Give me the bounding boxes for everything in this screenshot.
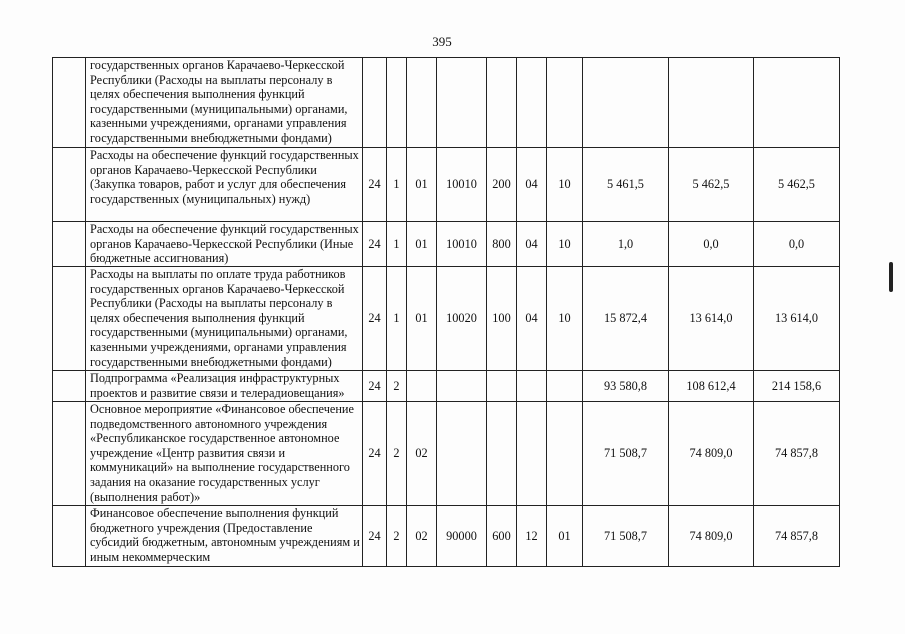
row-name: государственных органов Карачаево-Черкесской Республики (Расходы на выплаты персоналу в целях обеспечения выполнения функций государственными (муниципальными) органами, казенными учреждениями, органами управления государственными внебюджетными фондами)	[86, 58, 363, 148]
amount-cell: 71 508,7	[583, 402, 669, 506]
amount-cell: 93 580,8	[583, 371, 669, 402]
amount-cell	[754, 58, 840, 148]
code-cell: 10	[547, 267, 583, 371]
table-row	[53, 222, 840, 267]
code-cell: 04	[517, 222, 547, 267]
blank-cell	[53, 371, 86, 402]
code-cell: 04	[517, 267, 547, 371]
amount-cell: 0,0	[754, 222, 840, 267]
budget-table	[52, 57, 840, 567]
row-name: Расходы на выплаты по оплате труда работников государственных органов Карачаево-Черкесской Республики (Расходы на выплаты персоналу в целях обеспечения выполнения функций государственными (муниципальными) органами, казенными учреждениями, органами управления государственными внебюджетными фондами)	[86, 267, 363, 371]
code-cell: 1	[387, 148, 407, 222]
code-cell	[517, 58, 547, 148]
amount-cell: 74 809,0	[669, 506, 754, 567]
amount-cell: 5 462,5	[669, 148, 754, 222]
code-cell: 10020	[437, 267, 487, 371]
code-cell: 2	[387, 506, 407, 567]
code-cell: 90000	[437, 506, 487, 567]
code-cell: 24	[363, 267, 387, 371]
code-cell: 02	[407, 402, 437, 506]
amount-cell: 74 857,8	[754, 506, 840, 567]
code-cell	[487, 402, 517, 506]
code-cell	[407, 58, 437, 148]
code-cell: 12	[517, 506, 547, 567]
code-cell: 10010	[437, 222, 487, 267]
code-cell: 24	[363, 402, 387, 506]
amount-cell: 74 857,8	[754, 402, 840, 506]
code-cell: 10	[547, 222, 583, 267]
code-cell: 200	[487, 148, 517, 222]
blank-cell	[53, 58, 86, 148]
table-row	[53, 506, 840, 567]
code-cell: 800	[487, 222, 517, 267]
code-cell: 24	[363, 371, 387, 402]
code-cell: 10	[547, 148, 583, 222]
code-cell	[517, 402, 547, 506]
table-row	[53, 148, 840, 222]
code-cell	[437, 58, 487, 148]
code-cell	[547, 58, 583, 148]
code-cell: 1	[387, 267, 407, 371]
amount-cell: 13 614,0	[754, 267, 840, 371]
code-cell: 10010	[437, 148, 487, 222]
code-cell	[387, 58, 407, 148]
table-row	[53, 371, 840, 402]
table-row	[53, 267, 840, 371]
row-name: Подпрограмма «Реализация инфраструктурных проектов и развитие связи и телерадиовещания»	[86, 371, 363, 402]
amount-cell: 0,0	[669, 222, 754, 267]
code-cell: 01	[407, 222, 437, 267]
amount-cell: 74 809,0	[669, 402, 754, 506]
code-cell: 01	[407, 148, 437, 222]
code-cell: 24	[363, 148, 387, 222]
code-cell	[547, 402, 583, 506]
code-cell: 02	[407, 506, 437, 567]
table-row	[53, 58, 840, 148]
blank-cell	[53, 222, 86, 267]
code-cell: 01	[547, 506, 583, 567]
amount-cell: 15 872,4	[583, 267, 669, 371]
code-cell: 100	[487, 267, 517, 371]
row-name: Расходы на обеспечение функций государственных органов Карачаево-Черкесской Республики (Иные бюджетные ассигнования)	[86, 222, 363, 267]
code-cell: 01	[407, 267, 437, 371]
code-cell: 2	[387, 402, 407, 506]
code-cell: 24	[363, 506, 387, 567]
blank-cell	[53, 267, 86, 371]
code-cell	[363, 58, 387, 148]
code-cell: 24	[363, 222, 387, 267]
blank-cell	[53, 402, 86, 506]
amount-cell	[583, 58, 669, 148]
code-cell	[487, 371, 517, 402]
table-row	[53, 402, 840, 506]
row-name: Финансовое обеспечение выполнения функций бюджетного учреждения (Предоставление субсидий бюджетным, автономным учреждениям и иным некоммерческим	[86, 506, 363, 567]
code-cell	[437, 371, 487, 402]
blank-cell	[53, 148, 86, 222]
code-cell	[517, 371, 547, 402]
amount-cell: 13 614,0	[669, 267, 754, 371]
amount-cell: 108 612,4	[669, 371, 754, 402]
row-name: Основное мероприятие «Финансовое обеспечение подведомственного автономного учреждения «Республиканское государственное автономное учреждение «Центр развития связи и коммуникаций» на выполнение государственного задания на оказание государственных услуг (выполнения работ)»	[86, 402, 363, 506]
code-cell: 2	[387, 371, 407, 402]
amount-cell: 1,0	[583, 222, 669, 267]
page-number: 395	[432, 34, 452, 49]
code-cell: 04	[517, 148, 547, 222]
blank-cell	[53, 506, 86, 567]
code-cell: 1	[387, 222, 407, 267]
amount-cell	[669, 58, 754, 148]
amount-cell: 5 462,5	[754, 148, 840, 222]
code-cell	[547, 371, 583, 402]
code-cell	[487, 58, 517, 148]
amount-cell: 214 158,6	[754, 371, 840, 402]
binding-mark	[889, 262, 893, 292]
code-cell	[437, 402, 487, 506]
row-name: Расходы на обеспечение функций государственных органов Карачаево-Черкесской Республики (Закупка товаров, работ и услуг для обеспечения государственных (муниципальных) нужд)	[86, 148, 363, 222]
code-cell: 600	[487, 506, 517, 567]
amount-cell: 5 461,5	[583, 148, 669, 222]
amount-cell: 71 508,7	[583, 506, 669, 567]
code-cell	[407, 371, 437, 402]
